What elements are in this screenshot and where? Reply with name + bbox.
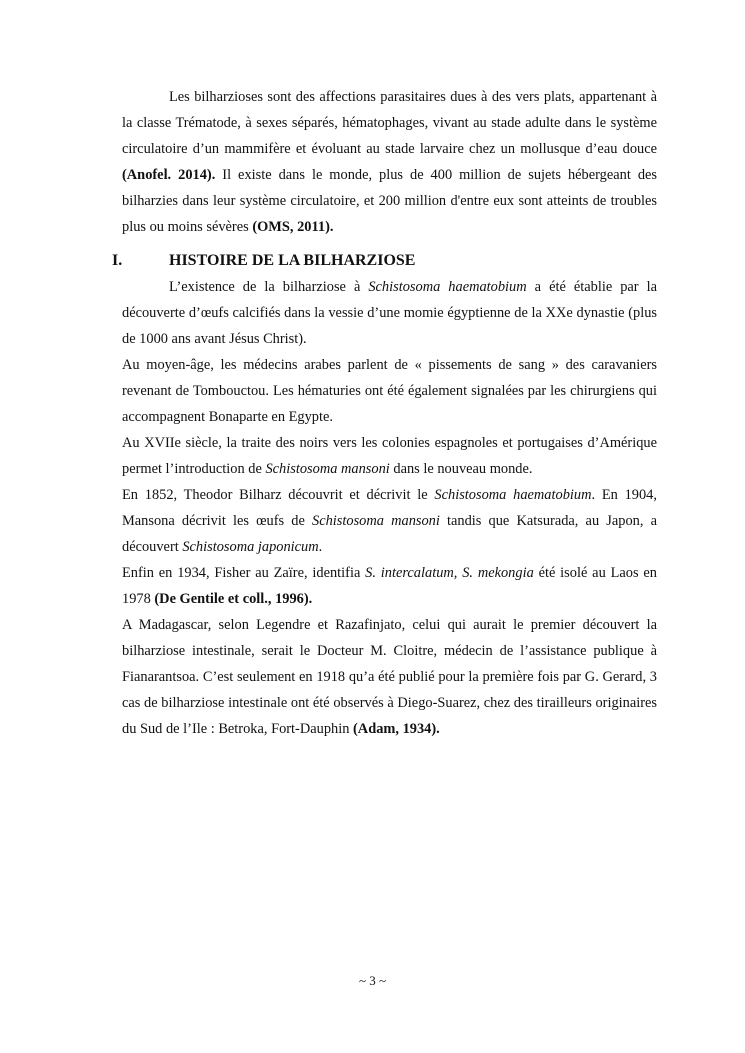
history-paragraph-2: Au moyen-âge, les médecins arabes parlent de « pissements de sang » des caravaniers revenant de Tombouctou. Les hématuries ont été également signalées par les chirurgiens qui accompagnent Bonaparte en Egypte. [122,357,657,425]
history-paragraph-1 [122,274,657,352]
text-run: été isolé au Laos en 1978 [122,565,657,607]
document-body [112,84,657,742]
text-run: a été établie par la découverte d’œufs calcifiés dans la vessie d’une momie égyptienne de la XXe dynastie (plus de 1000 ans avant Jésus Christ). [122,279,657,347]
species-name: Schistosoma haematobium [434,487,592,503]
species-name: Schistosoma mansoni [312,513,440,529]
text-run: tandis que Katsurada, au Japon, a découvert [122,513,657,555]
text-run: . [318,539,323,555]
text-run: Les bilharzioses sont des affections parasitaires dues à des vers plats, appartenant à la classe Trématode, à sexes séparés, hématophages, vivant au stade adulte dans le système circulatoire d’un mammifère et évoluant au stade larvaire chez un mollusque d’eau douce [122,89,657,157]
species-name: Schistosoma mansoni [265,461,390,477]
text-run: Au XVIIe siècle, la traite des noirs vers les colonies espagnoles et portugaises d’Amérique permet l’introduction de [122,435,657,477]
text-run: En 1852, Theodor Bilharz découvrit et décrivit le [122,487,435,503]
page-number: ~ 3 ~ [358,973,387,988]
citation: (Adam, 1934). [353,721,440,737]
text-run: dans le nouveau monde. [389,461,533,477]
text-run: Il existe dans le monde, plus de 400 million de sujets hébergeant des bilharzies dans leur système circulatoire, et 200 million d'entre eux sont atteints de troubles plus ou moins sévères [122,167,657,235]
text-run: L’existence de la bilharziose à [169,279,369,295]
citation: (De Gentile et coll., 1996). [154,591,313,607]
citation: (OMS, 2011). [252,219,334,235]
species-name: Schistosoma japonicum [182,539,319,555]
citation: (Anofel. 2014). [122,167,216,183]
intro-paragraph [122,84,657,240]
text-run: Enfin en 1934, Fisher au Zaïre, identifia [122,565,366,581]
history-paragraph-6 [122,612,657,742]
text-run: A Madagascar, selon Legendre et Razafinjato, celui qui aurait le premier découvert la bilharziose intestinale, serait le Docteur M. Cloitre, médecin de l’assistance publique à Fianarantsoa. C’est seulement en 1918 qu’a été publié pour la première fois par G. Gerard, 3 cas de bilharziose intestinale ont été observés à Diego-Suarez, chez des tirailleurs originaires du Sud de l’Ile : Betroka, Fort-Dauphin [122,617,657,737]
species-name: Schistosoma haematobium [368,279,527,295]
section-heading [112,248,657,274]
section-title: HISTOIRE DE LA BILHARZIOSE [169,252,416,269]
section-number: I. [112,252,123,269]
history-paragraph-5 [122,560,657,612]
text-run: . En 1904, Mansona décrivit les œufs de [122,487,657,529]
history-paragraph-4 [122,482,657,560]
history-paragraph-3 [122,430,657,482]
species-name: S. intercalatum, S. mekongia [365,565,534,581]
